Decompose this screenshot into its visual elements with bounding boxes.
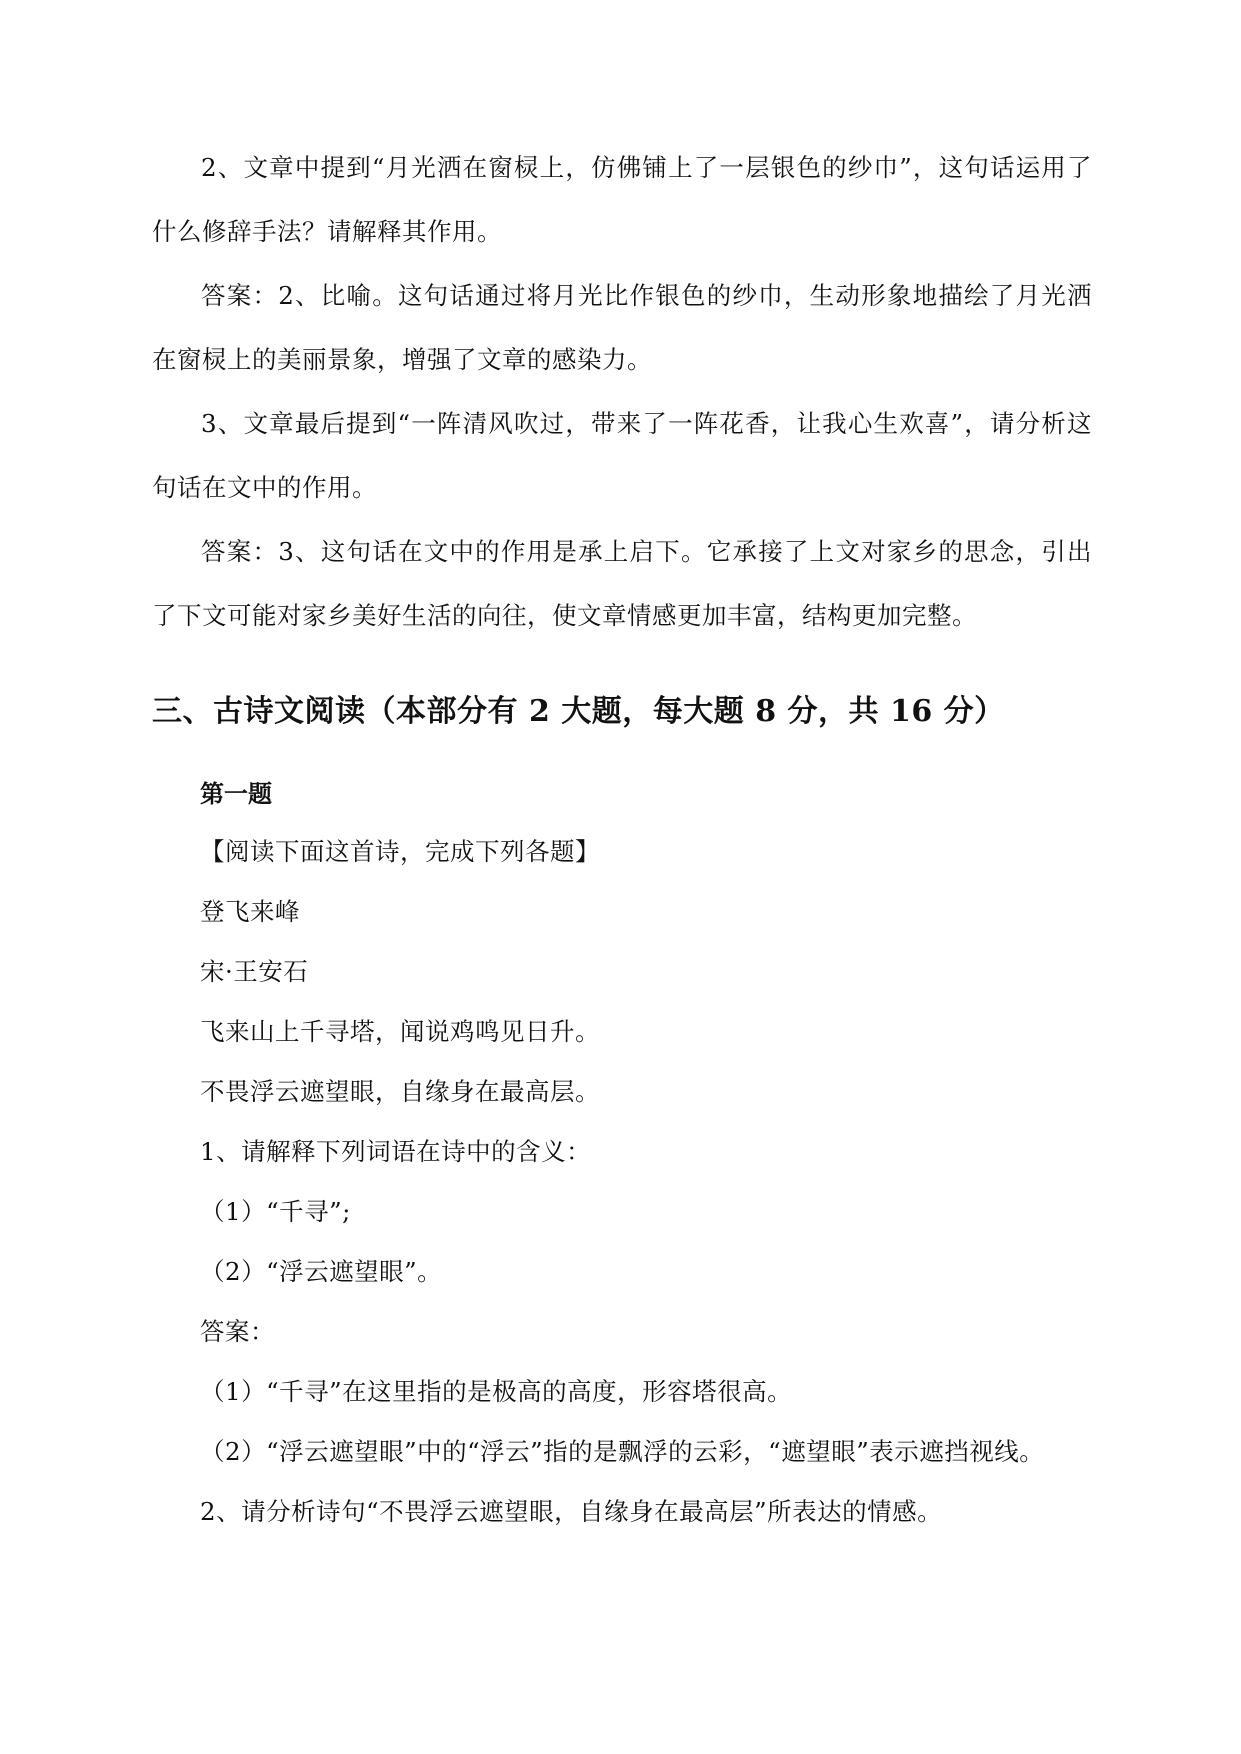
poem-author: 宋·王安石 bbox=[200, 957, 309, 986]
question-2-text: 2、请分析诗句“不畏浮云遮望眼，自缘身在最高层”所表达的情感。 bbox=[200, 1497, 943, 1526]
poem-line-1: 飞来山上千寻塔，闻说鸡鸣见日升。 bbox=[200, 1017, 600, 1046]
question-2-paragraph: 2、文章中提到“月光洒在窗棂上，仿佛铺上了一层银色的纱巾”，这句话运用了什么修辞手法？请解释其作用。 bbox=[152, 153, 1092, 246]
question-1-item-2: （2）“浮云遮望眼”。 bbox=[200, 1257, 443, 1286]
question-1-item-1: （1）“千寻”; bbox=[200, 1197, 351, 1226]
answer-item-1: （1）“千寻”在这里指的是极高的高度，形容塔很高。 bbox=[200, 1377, 793, 1406]
question-3-paragraph: 3、文章最后提到“一阵清风吹过，带来了一阵花香，让我心生欢喜”，请分析这句话在文中的作用。 bbox=[152, 409, 1092, 502]
question-1-text: 1、请解释下列词语在诗中的含义： bbox=[200, 1137, 592, 1166]
answer-item-2: （2）“浮云遮望眼”中的“浮云”指的是飘浮的云彩，“遮望眼”表示遮挡视线。 bbox=[200, 1437, 1045, 1466]
subheading: 第一题 bbox=[200, 779, 272, 808]
section-title: 三、古诗文阅读（本部分有 2 大题，每大题 8 分，共 16 分） bbox=[152, 694, 1005, 729]
answer-2-paragraph: 答案：2、比喻。这句话通过将月光比作银色的纱巾，生动形象地描绘了月光洒在窗棂上的美丽景象，增强了文章的感染力。 bbox=[152, 281, 1092, 374]
answer-3-paragraph: 答案：3、这句话在文中的作用是承上启下。它承接了上文对家乡的思念，引出了下文可能对家乡美好生活的向往，使文章情感更加丰富，结构更加完整。 bbox=[152, 537, 1092, 630]
answer-label: 答案： bbox=[200, 1317, 275, 1346]
poem-line-2: 不畏浮云遮望眼，自缘身在最高层。 bbox=[200, 1077, 600, 1106]
instruction-line: 【阅读下面这首诗，完成下列各题】 bbox=[200, 837, 600, 866]
poem-title: 登飞来峰 bbox=[200, 897, 300, 926]
